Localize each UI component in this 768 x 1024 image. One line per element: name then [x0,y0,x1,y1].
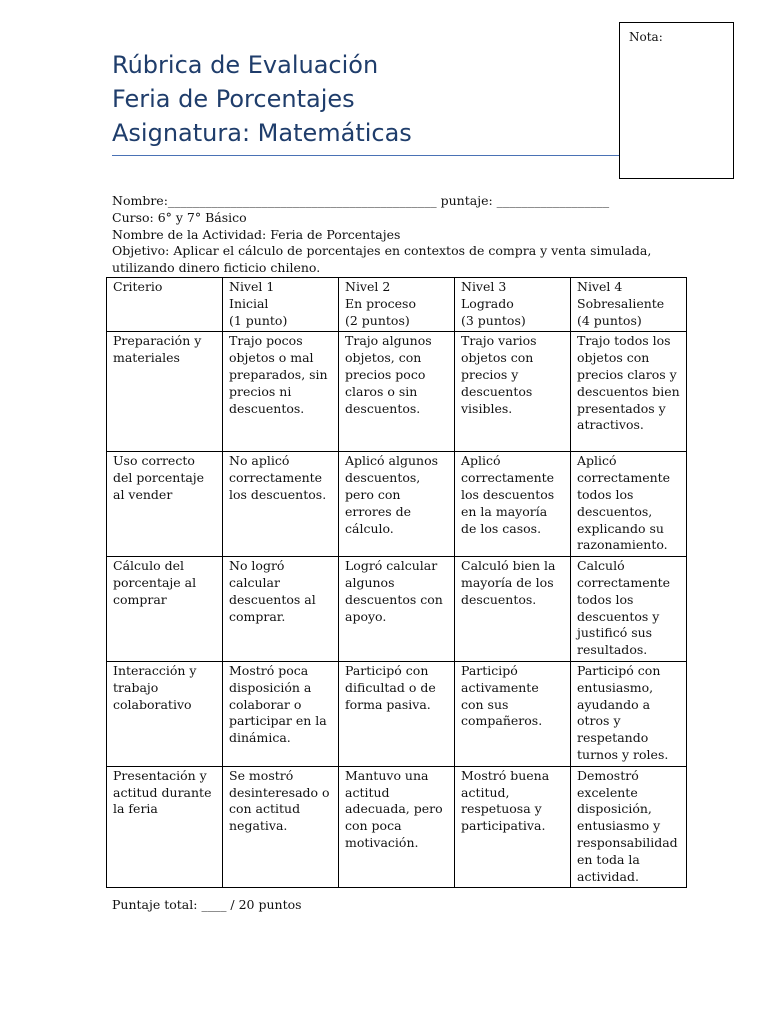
cell-criterio: Preparación y materiales [107,332,223,452]
title-line-feria: Feria de Porcentajes [112,85,355,113]
cell-nivel-2: Mantuvo una actitud adecuada, pero con poca motivación. [339,766,455,888]
nota-box[interactable] [619,22,734,179]
cell-nivel-2: Participó con dificultad o de forma pasiva. [339,661,455,766]
nombre-puntaje-line: Nombre:___________________________________________ puntaje: __________________ [112,193,610,208]
cell-nivel-3: Trajo varios objetos con precios y descuentos visibles. [455,332,571,452]
actividad-line: Nombre de la Actividad: Feria de Porcentajes [112,226,401,242]
puntaje-total: Puntaje total: ____ / 20 puntos [112,897,302,912]
cell-criterio: Uso correcto del porcentaje al vender [107,452,223,557]
title-divider [112,155,620,156]
title-line-asignatura: Asignatura: Matemáticas [112,119,412,147]
cell-nivel-2: Logró calcular algunos descuentos con apoyo. [339,557,455,662]
cell-nivel-2: Aplicó algunos descuentos, pero con errores de cálculo. [339,452,455,557]
cell-nivel-3: Aplicó correctamente los descuentos en la mayoría de los casos. [455,452,571,557]
rubric-row-uso-porcentaje [107,452,687,557]
curso-line: Curso: 6° y 7° Básico [112,209,247,225]
cell-nivel-1: No logró calcular descuentos al comprar. [223,557,339,662]
cell-nivel-1: Mostró poca disposición a colaborar o participar en la dinámica. [223,661,339,766]
header-nivel-2: Nivel 2 En proceso (2 puntos) [339,278,455,332]
rubric-row-calculo [107,557,687,662]
rubric-header-row [107,278,687,332]
objetivo-line: Objetivo: Aplicar el cálculo de porcentajes en contextos de compra y venta simulada, utilizando dinero ficticio chileno. [112,243,652,276]
header-nivel-4: Nivel 4 Sobresaliente (4 puntos) [571,278,687,332]
header-criterio: Criterio [107,278,223,332]
student-info [112,193,692,277]
cell-nivel-4: Aplicó correctamente todos los descuentos, explicando su razonamiento. [571,452,687,557]
cell-nivel-4: Trajo todos los objetos con precios claros y descuentos bien presentados y atractivos. [571,332,687,452]
cell-nivel-3: Calculó bien la mayoría de los descuentos. [455,557,571,662]
cell-nivel-1: Se mostró desinteresado o con actitud negativa. [223,766,339,888]
document-title [112,48,412,150]
cell-nivel-1: No aplicó correctamente los descuentos. [223,452,339,557]
cell-nivel-3: Participó activamente con sus compañeros. [455,661,571,766]
cell-criterio: Presentación y actitud durante la feria [107,766,223,888]
rubric-row-interaccion [107,661,687,766]
header-nivel-3: Nivel 3 Logrado (3 puntos) [455,278,571,332]
cell-nivel-4: Participó con entusiasmo, ayudando a otros y respetando turnos y roles. [571,661,687,766]
nota-label: Nota: [629,30,663,44]
rubric-table [106,277,687,888]
cell-nivel-1: Trajo pocos objetos o mal preparados, sin precios ni descuentos. [223,332,339,452]
cell-criterio: Cálculo del porcentaje al comprar [107,557,223,662]
cell-nivel-4: Calculó correctamente todos los descuentos y justificó sus resultados. [571,557,687,662]
cell-nivel-4: Demostró excelente disposición, entusiasmo y responsabilidad en toda la actividad. [571,766,687,888]
header-nivel-1: Nivel 1 Inicial (1 punto) [223,278,339,332]
cell-criterio: Interacción y trabajo colaborativo [107,661,223,766]
cell-nivel-2: Trajo algunos objetos, con precios poco claros o sin descuentos. [339,332,455,452]
title-line-rubrica: Rúbrica de Evaluación [112,51,379,79]
rubric-row-presentacion [107,766,687,888]
cell-nivel-3: Mostró buena actitud, respetuosa y participativa. [455,766,571,888]
rubric-row-preparacion [107,332,687,452]
